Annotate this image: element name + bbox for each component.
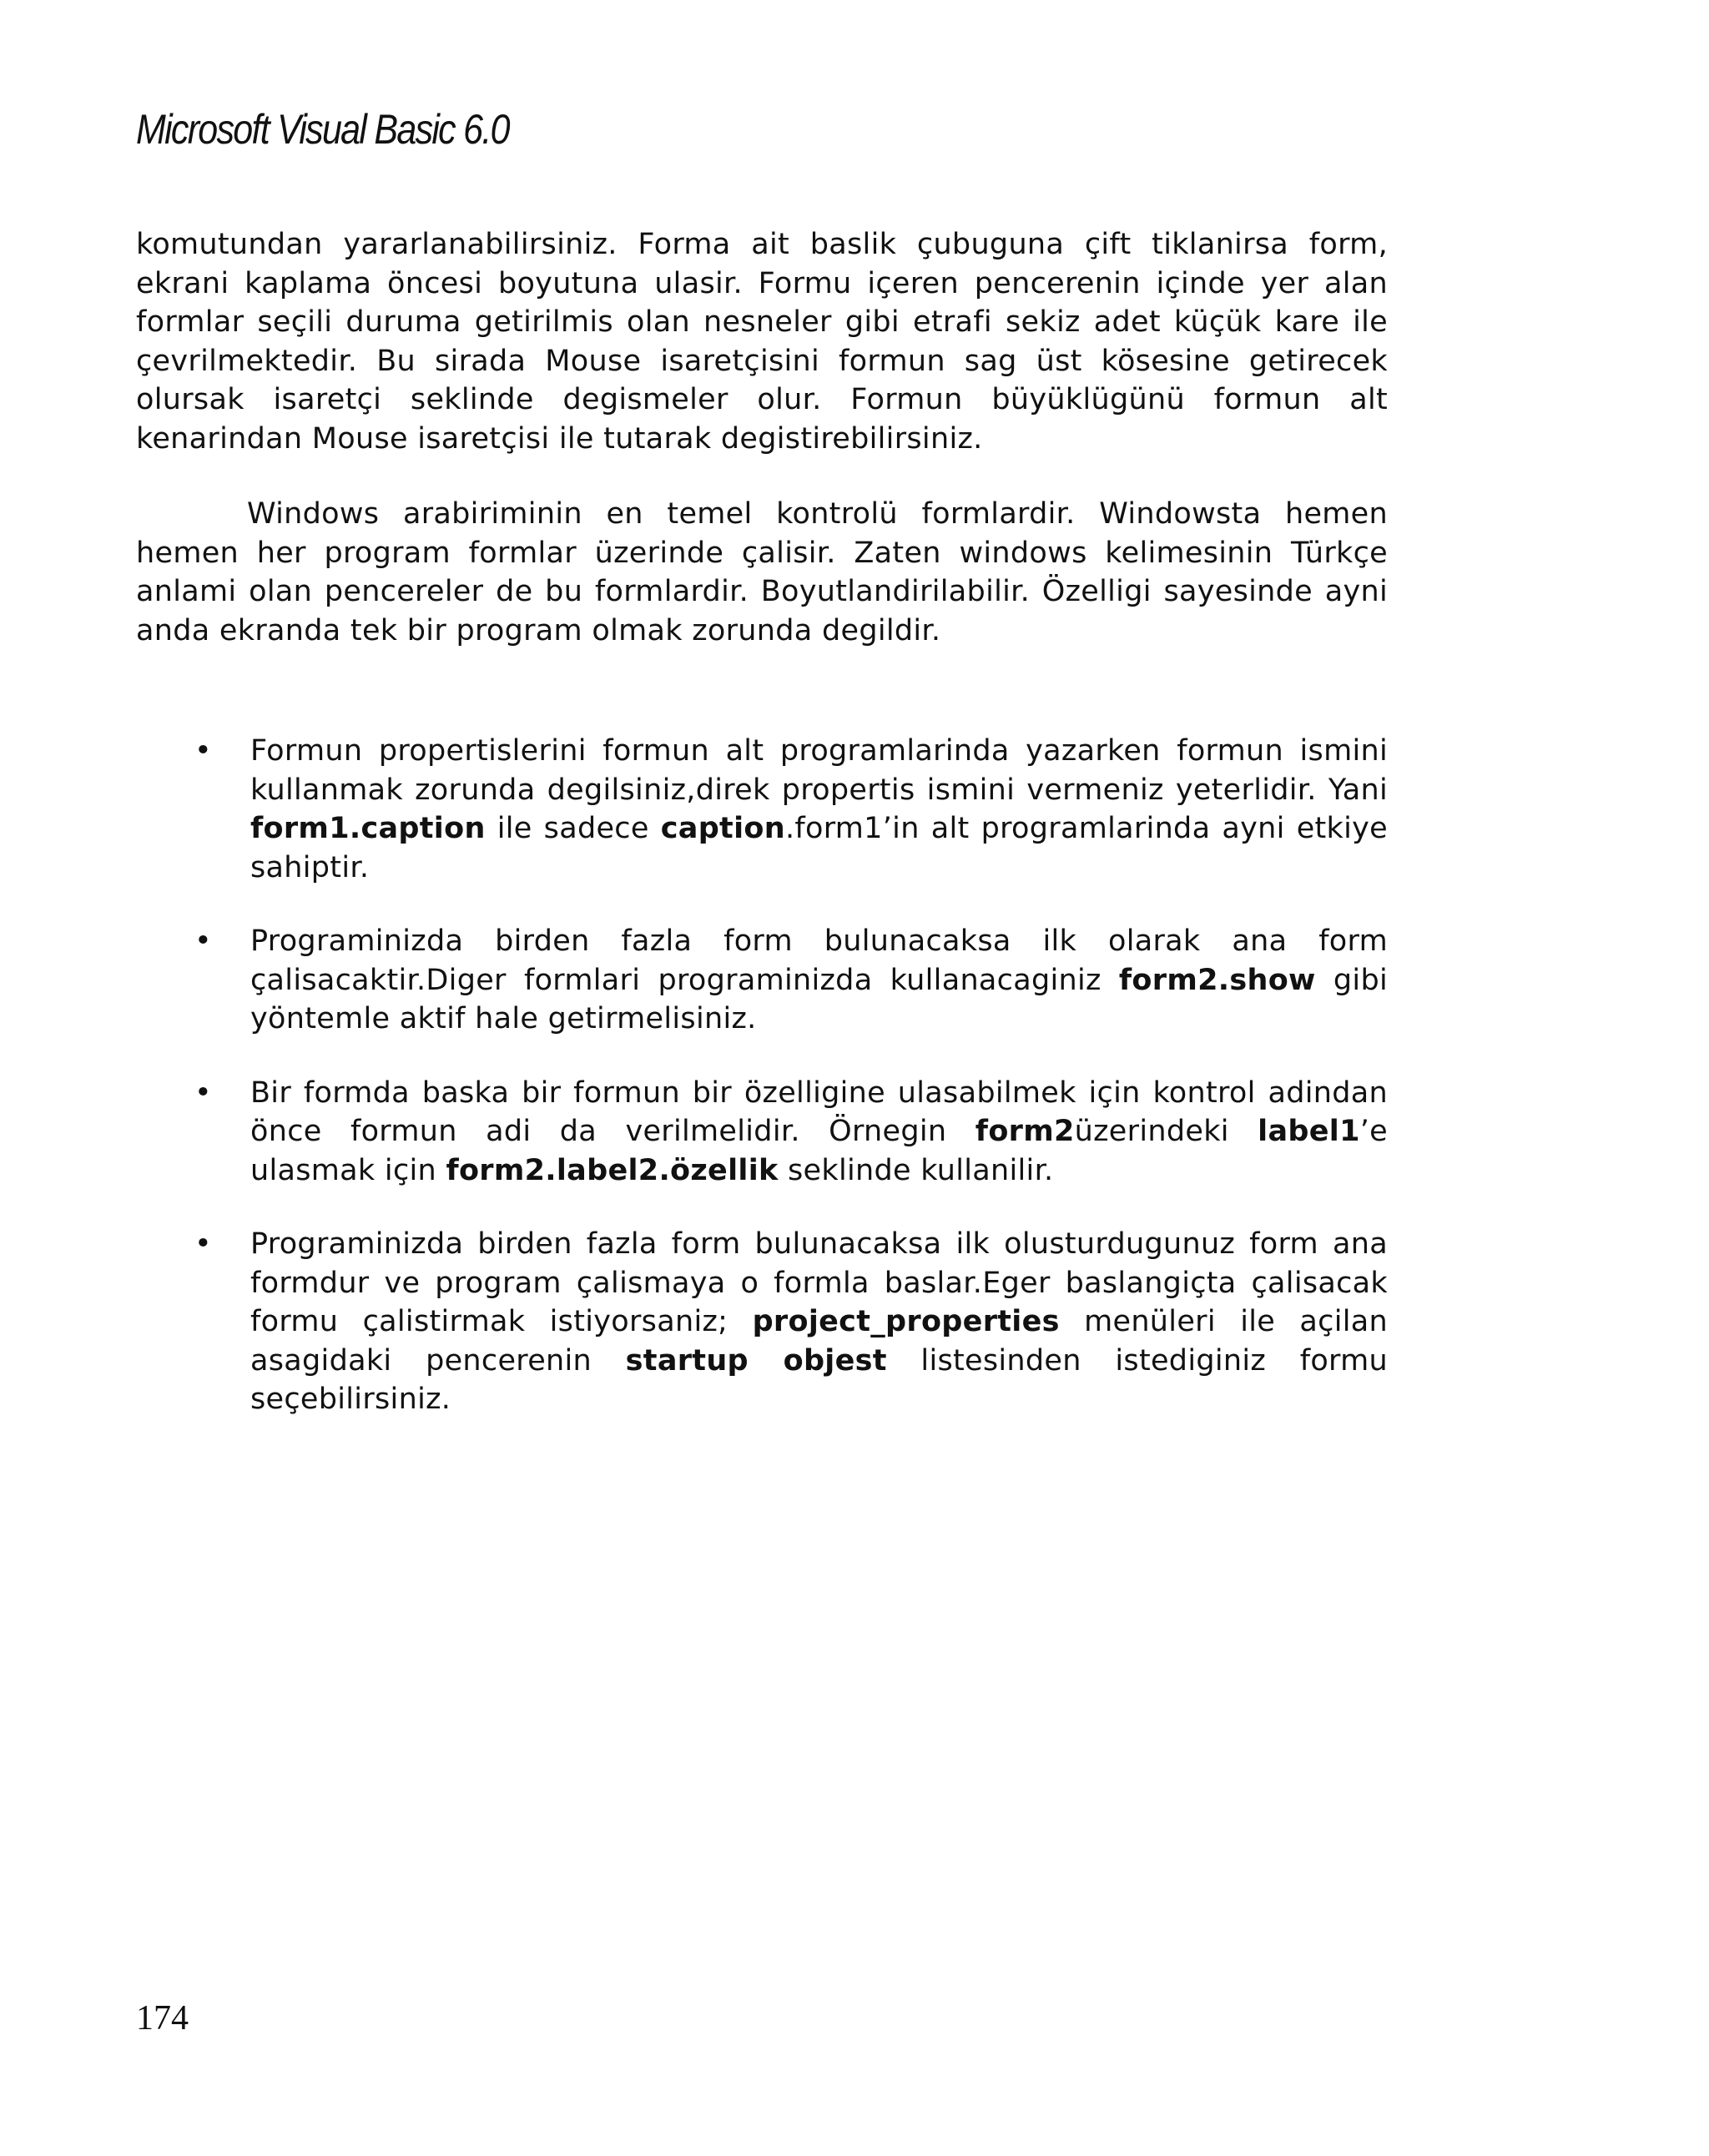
bullet-text: Programinizda birden fazla form bulunacaksa ilk olarak ana form çalisacaktir.Diger formlari programinizda kullanacaginiz: [250, 924, 1388, 997]
body-paragraph: komutundan yararlanabilirsiniz. Forma ait baslik çubuguna çift tiklanirsa form, ekrani kaplama öncesi boyutuna ulasir. Formu içeren pencerenin içinde yer alan formlar seçili duruma getirilmis olan nesneler gibi etrafi sekiz adet küçük kare ile çevrilmektedir. Bu sirada Mouse isaretçisini formun sag üst kösesine getirecek olursak isaretçi seklinde degismeler olur. Formun büyüklügünü formun alt kenarindan Mouse isaretçisi ile tutarak degistirebilirsiniz.: [136, 228, 1388, 456]
bullet-text: ’e ulasmak için: [250, 1115, 1388, 1187]
bullet-text: .form1’in alt programlarinda ayni etkiye sahiptir.: [250, 812, 1388, 884]
bullet-text: ile sadece: [485, 812, 661, 845]
bold-term: startup objest: [625, 1343, 887, 1378]
bullet-dot: •: [194, 734, 212, 768]
bold-term: form2: [975, 1115, 1075, 1148]
page-body: [136, 225, 1388, 1454]
bullet-item: [136, 1074, 1388, 1191]
bullet-list: [136, 732, 1388, 1419]
page-number: 174: [136, 1999, 189, 2038]
bullet-text: Bir formda baska bir formun bir özelligine ulasabilmek için kontrol adindan önce formun adi da verilmelidir. Örnegin: [250, 1075, 1388, 1148]
bullet-text: Formun propertislerini formun alt programlarinda yazarken formun ismini kullanmak zorunda degilsiniz,direk propertis ismini vermeniz yeterlidir. Yani: [250, 734, 1388, 807]
bold-term: project_properties: [752, 1305, 1060, 1338]
bullet-item: [136, 922, 1388, 1039]
bold-term: form2.label2.özellik: [446, 1153, 779, 1187]
bullet-item: [136, 732, 1388, 887]
bullet-dot: •: [194, 1075, 212, 1110]
bullet-dot: •: [194, 1227, 212, 1261]
bullet-text: gibi yöntemle aktif hale getirmelisiniz.: [250, 963, 1388, 1035]
running-header-title: Microsoft Visual Basic 6.0: [136, 106, 509, 153]
bullet-text: Programinizda birden fazla form bulunacaksa ilk olusturdugunuz form ana formdur ve program çalismaya o formla baslar.Eger baslangiçta çalisacak formu çalistirmak istiyorsaniz;: [250, 1227, 1388, 1338]
bullet-text: üzerindeki: [1074, 1115, 1258, 1148]
bullet-text: menüleri ile açilan asagidaki pencerenin: [250, 1305, 1388, 1378]
bold-term: form1.caption: [250, 812, 486, 845]
bullet-item: [136, 1225, 1388, 1419]
bold-term: label1: [1258, 1115, 1360, 1148]
bullet-text: listesinden istediginiz formu seçebilirsiniz.: [250, 1343, 1388, 1416]
bullet-dot: •: [194, 924, 212, 958]
bullet-text: seklinde kullanilir.: [778, 1153, 1054, 1187]
body-paragraph: Windows arabiriminin en temel kontrolü formlardir. Windowsta hemen hemen her program formlar üzerinde çalisir. Zaten windows kelimesinin Türkçe anlami olan pencereler de bu formlardir. Boyutlandirilabilir. Özelligi sayesinde ayni anda ekranda tek bir program olmak zorunda degildir.: [136, 497, 1388, 647]
bold-term: form2.show: [1118, 963, 1316, 997]
bold-term: caption: [660, 812, 785, 845]
